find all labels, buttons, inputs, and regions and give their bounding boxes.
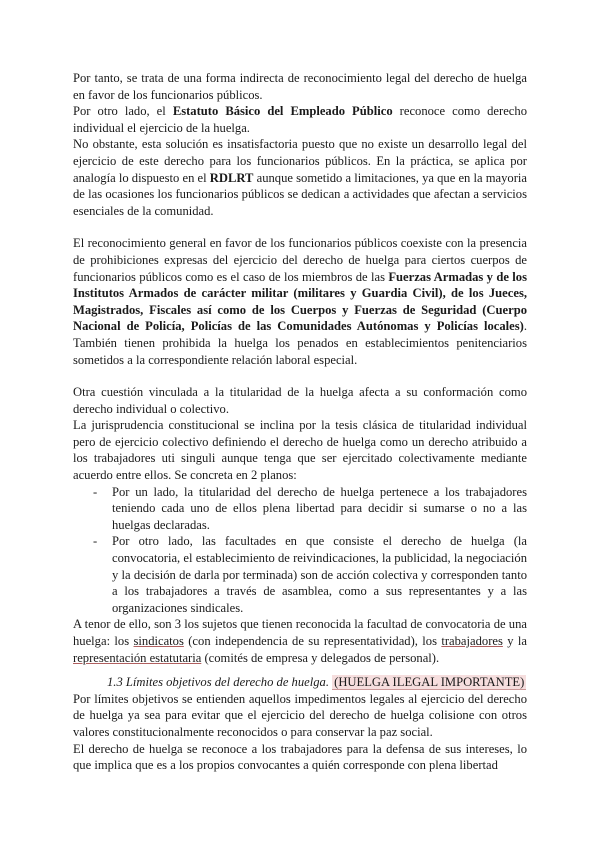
text: y la — [502, 634, 527, 648]
list-item-text: Por otro lado, las facultades en que consiste el derecho de huelga (la convocatoria, el establecimiento de reivindicaciones, la publicidad, la negociación y la decisión de darla por terminada) son de acción colectiva y corresponden tanto a los trabajadores a través de asamblea, como a sus representantes y a las organizaciones sindicales. — [112, 534, 527, 615]
underlined-text: representación estatutaria — [73, 650, 202, 665]
text: (comités de empresa y delegados de personal). — [201, 650, 440, 665]
list-item — [93, 533, 527, 616]
paragraph-estatuto — [73, 103, 527, 136]
text: A tenor de ello, son 3 los sujetos que tienen reconocida la facultad de convocatoria de una huelga: los — [73, 617, 527, 648]
list-item-text: Por un lado, la titularidad del derecho de huelga pertenece a los trabajadores teniendo cada uno de ellos plena libertad para decidir si sumarse o no a las huelgas declaradas. — [112, 484, 527, 532]
list-item — [93, 484, 527, 534]
paragraph-rdlrt — [73, 136, 527, 219]
text: aunque sometido a limitaciones, ya que en la mayoria de las ocasiones los funcionarios públicos se dedican a actividades que afectan a servicios esenciales de la comunidad. — [73, 170, 528, 218]
text: (con independencia de su representatividad), los — [183, 634, 442, 648]
paragraph-titularidad: Otra cuestión vinculada a la titularidad de la huelga afecta a su conformación como derecho individual o colectivo. — [73, 385, 527, 416]
paragraph-sujetos — [73, 616, 527, 666]
bold-text: RDLRT — [209, 170, 254, 185]
section-heading — [73, 674, 527, 691]
text: . También tienen prohibida la huelga los penados en establecimientos penitenciarios sometidos a la correspondiente relación laboral especial. — [73, 319, 527, 367]
bullet-dash: - — [93, 534, 98, 549]
underlined-text: sindicatos — [133, 634, 184, 648]
underlined-text: trabajadores — [441, 634, 503, 648]
paragraph-limites: Por límites objetivos se entienden aquellos impedimentos legales al ejercicio del derecho de huelga ya sea para evitar que el ejercicio del derecho de huelga colisione con otros valores constitucionalmente reconocidos o para conservar la paz social. — [73, 691, 527, 739]
bullet-dash: - — [93, 484, 98, 499]
paragraph-prohibitions — [73, 235, 527, 368]
document-page — [73, 70, 527, 774]
text: El reconocimiento general en favor de los funcionarios públicos coexiste con la presencia de prohibiciones expresas del ejercicio del derecho de huelga para ciertos cuerpos de funcionarios públicos como es el caso de los miembros de las — [73, 236, 527, 284]
paragraph-indirect-recognition: Por tanto, se trata de una forma indirecta de reconocimiento legal del derecho de huelga en favor de los funcionarios públicos. — [73, 71, 527, 102]
planes-list — [73, 484, 527, 617]
paragraph-defensa: El derecho de huelga se reconoce a los trabajadores para la defensa de sus intereses, lo que implica que es a los propios convocantes a quién corresponde con plena libertad — [73, 741, 527, 773]
bold-text: Estatuto Básico del Empleado Público — [172, 104, 393, 119]
text: No obstante, esta solución es insatisfactoria puesto que no existe un desarrollo legal del ejercicio de este derecho para los funcionarios públicos. En la práctica, se aplica por analogía lo dispuesto en el — [73, 137, 527, 185]
text: Por otro lado, el — [73, 104, 173, 119]
section-heading-text: 1.3 Límites objetivos del derecho de huelga. — [107, 675, 329, 690]
paragraph-jurisprudencia: La jurisprudencia constitucional se inclina por la tesis clásica de titularidad individual pero de ejercicio colectivo definiendo el derecho de huelga como un derecho atribuido a los trabajadores uti singuli aunque tenga que ser ejercitado colectivamente mediante acuerdo entre ellos. Se concreta en 2 planos: — [73, 418, 527, 483]
bold-text: Fuerzas Armadas y de los Institutos Armados de carácter militar (militares y Guardia Civil), de los Jueces, Magistrados, Fiscales así como de los Cuerpos y Fuerzas de Seguridad (Cuerpo Nacional de Policía, Policías de las Comunidades Autónomas y Policías locales) — [73, 269, 527, 334]
text: reconoce como derecho individual el ejercicio de la huelga. — [73, 104, 527, 135]
highlighted-note: (HUELGA ILEGAL IMPORTANTE) — [334, 675, 525, 690]
